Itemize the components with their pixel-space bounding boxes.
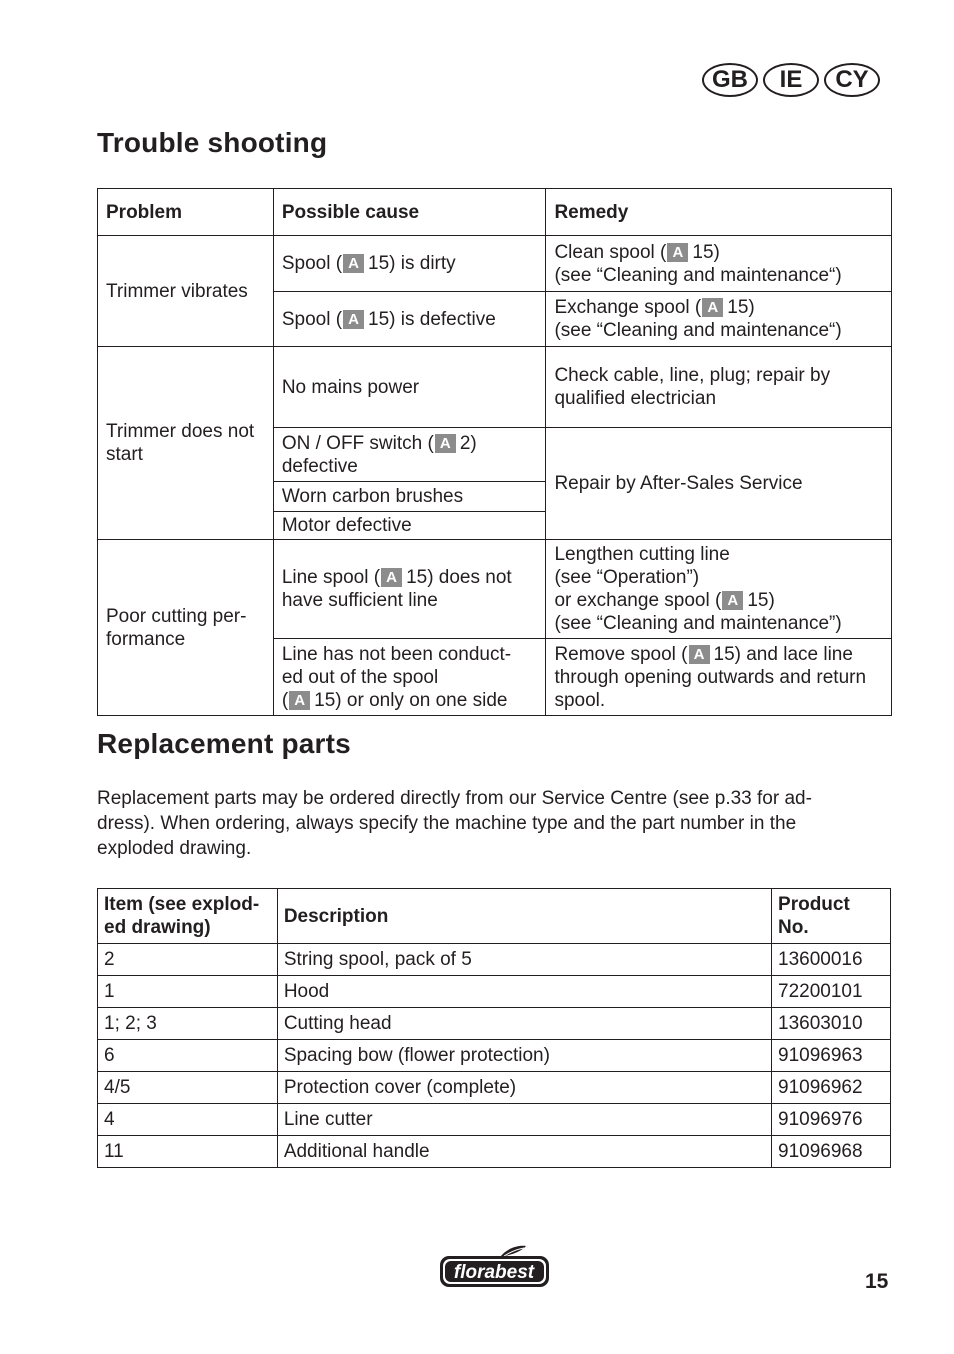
part-description-cell: Protection cover (complete) (277, 1072, 771, 1104)
figure-ref-badge: A (343, 254, 364, 273)
part-description-cell: Line cutter (277, 1104, 771, 1136)
figure-ref-badge: A (689, 645, 710, 664)
header-problem: Problem (98, 189, 274, 236)
page-number: 15 (865, 1270, 889, 1293)
country-badge-gb: GB (702, 63, 758, 97)
part-product-cell: 13600016 (772, 944, 891, 976)
figure-ref-badge: A (722, 591, 743, 610)
table-header-row (98, 889, 891, 944)
table-row (98, 1008, 891, 1040)
table-row (98, 540, 892, 639)
cause-cell: No mains power (273, 347, 546, 428)
header-product-no: Product No. (772, 889, 891, 944)
table-row (98, 1040, 891, 1072)
table-row (98, 236, 892, 292)
table-row (98, 347, 892, 428)
replacement-parts-intro: Replacement parts may be ordered directly from our Service Centre (see p.33 for ad- dress). When ordering, always specify the machine type and the part number in the exploded drawing. (97, 788, 812, 859)
header-item: Item (see explod- ed drawing) (98, 889, 278, 944)
table-row (98, 944, 891, 976)
part-product-cell: 91096968 (772, 1136, 891, 1168)
cause-cell: Worn carbon brushes (273, 482, 546, 512)
country-badges (702, 63, 880, 97)
header-possible-cause: Possible cause (273, 189, 546, 236)
header-description: Description (277, 889, 771, 944)
table-header-row (98, 189, 892, 236)
svg-text:florabest: florabest (453, 1262, 535, 1283)
remedy-cell: Lengthen cutting line (see “Operation”) or exchange spool ( A 15) (see “Cleaning and maintenance”) (546, 540, 892, 639)
header-remedy: Remedy (546, 189, 892, 236)
problem-cell: Trimmer does not start (98, 347, 274, 540)
table-row (98, 976, 891, 1008)
part-product-cell: 91096962 (772, 1072, 891, 1104)
country-badge-ie: IE (763, 63, 819, 97)
remedy-cell: Clean spool ( A 15) (see “Cleaning and maintenance“) (546, 236, 892, 292)
part-item-cell: 1 (98, 976, 278, 1008)
part-description-cell: Spacing bow (flower protection) (277, 1040, 771, 1072)
part-item-cell: 6 (98, 1040, 278, 1072)
part-description-cell: Additional handle (277, 1136, 771, 1168)
cause-cell: Line spool ( A 15) does not have sufficient line (273, 540, 546, 639)
part-item-cell: 4/5 (98, 1072, 278, 1104)
section-title-replacement-parts: Replacement parts (97, 728, 351, 759)
remedy-cell: Check cable, line, plug; repair by qualified electrician (546, 347, 892, 428)
part-description-cell: Cutting head (277, 1008, 771, 1040)
part-description-cell: String spool, pack of 5 (277, 944, 771, 976)
trouble-shooting-table (97, 188, 892, 716)
figure-ref-badge: A (381, 568, 402, 587)
part-product-cell: 72200101 (772, 976, 891, 1008)
part-item-cell: 2 (98, 944, 278, 976)
problem-cell: Poor cutting per- formance (98, 540, 274, 716)
figure-ref-badge: A (435, 434, 456, 453)
table-row (98, 1136, 891, 1168)
table-row (98, 1104, 891, 1136)
section-title-trouble-shooting: Trouble shooting (97, 127, 328, 158)
cause-cell: ON / OFF switch ( A 2) defective (273, 428, 546, 482)
cause-cell: Line has not been conduct- ed out of the spool ( A 15) or only on one side (273, 639, 546, 716)
problem-cell: Trimmer vibrates (98, 236, 274, 347)
part-product-cell: 91096963 (772, 1040, 891, 1072)
figure-ref-badge: A (667, 243, 688, 262)
cause-cell: Spool ( A 15) is defective (273, 292, 546, 347)
remedy-cell: Repair by After-Sales Service (546, 428, 892, 540)
part-product-cell: 13603010 (772, 1008, 891, 1040)
figure-ref-badge: A (343, 310, 364, 329)
cause-cell: Motor defective (273, 512, 546, 540)
florabest-logo (438, 1245, 552, 1289)
cause-cell: Spool ( A 15) is dirty (273, 236, 546, 292)
table-row (98, 1072, 891, 1104)
part-description-cell: Hood (277, 976, 771, 1008)
remedy-cell: Exchange spool ( A 15) (see “Cleaning and maintenance“) (546, 292, 892, 347)
part-item-cell: 1; 2; 3 (98, 1008, 278, 1040)
country-badge-cy: CY (824, 63, 880, 97)
part-product-cell: 91096976 (772, 1104, 891, 1136)
replacement-parts-table (97, 888, 891, 1168)
part-item-cell: 11 (98, 1136, 278, 1168)
remedy-cell: Remove spool ( A 15) and lace line through opening outwards and return spool. (546, 639, 892, 716)
figure-ref-badge: A (702, 298, 723, 317)
part-item-cell: 4 (98, 1104, 278, 1136)
figure-ref-badge: A (289, 691, 310, 710)
